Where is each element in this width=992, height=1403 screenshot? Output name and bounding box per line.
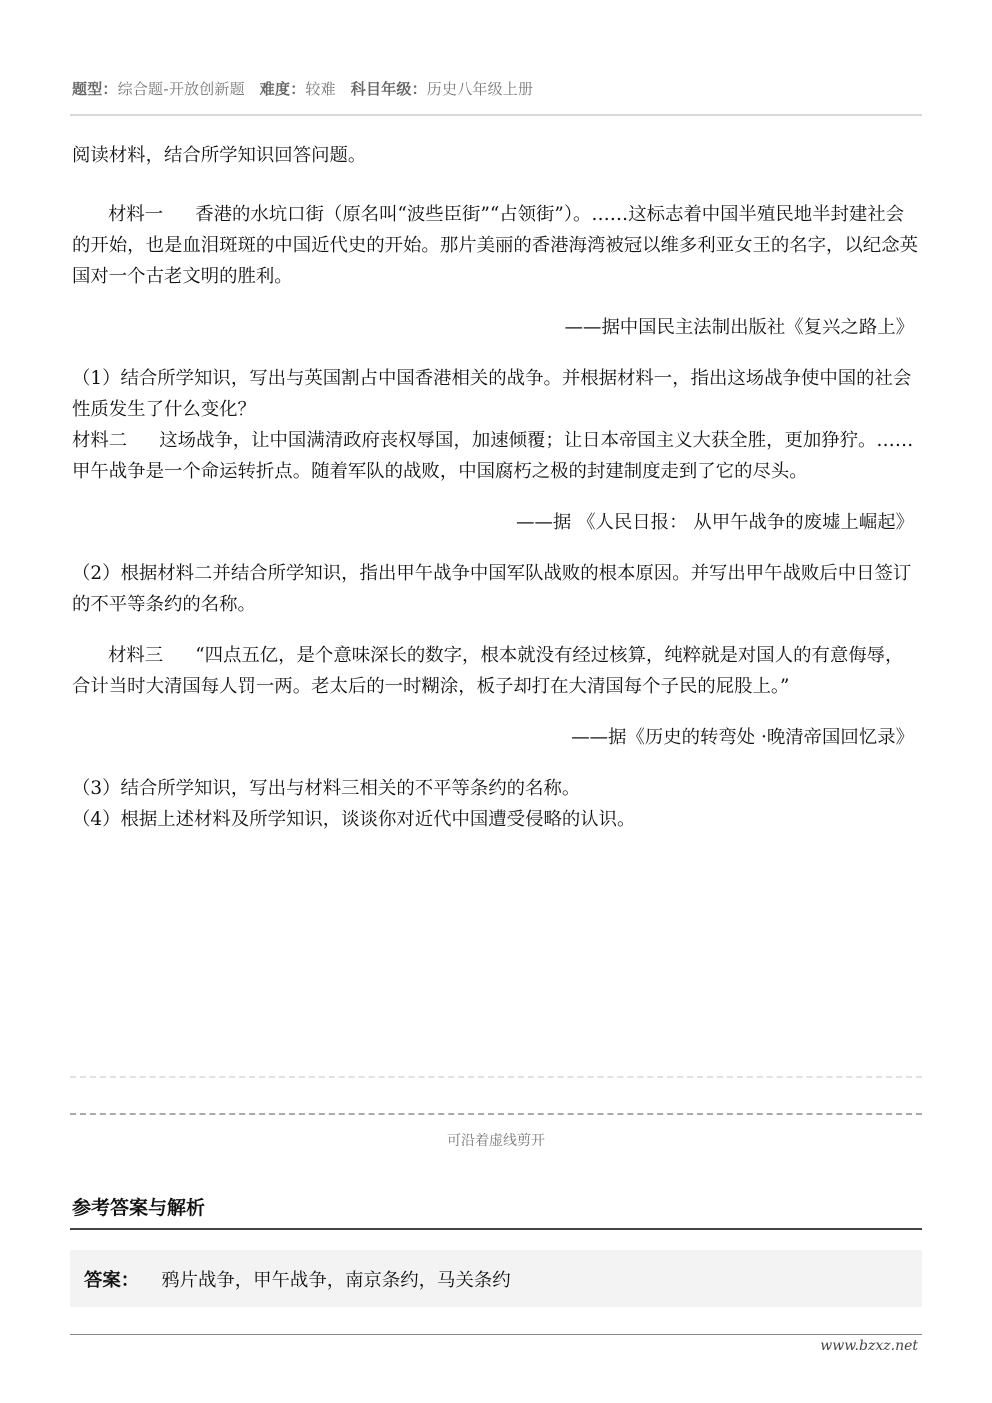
question-meta bbox=[72, 78, 922, 99]
subject-value: 历史八年级上册 bbox=[426, 80, 534, 98]
question-4: （4）根据上述材料及所学知识，谈谈你对近代中国遭受侵略的认识。 bbox=[72, 809, 636, 830]
material-2-source: ——据 《人民日报： 从甲午战争的废墟上崛起》 bbox=[516, 512, 914, 533]
question-1: （1）结合所学知识，写出与英国割占中国香港相关的战争。并根据材料一，指出这场战争使中国的社会性质发生了什么变化？ bbox=[72, 368, 912, 420]
cut-line bbox=[70, 1113, 922, 1115]
subject-label: 科目年级： bbox=[350, 80, 427, 98]
material-3-text: “四点五亿，是个意味深长的数字，根本就没有经过核算，纯粹就是对国人的有意侮辱，合计当时大清国每人罚一两。老太后的一时糊涂，板子却打在大清国每个子民的屁股上。” bbox=[72, 645, 904, 697]
difficulty-value: 较难 bbox=[305, 80, 336, 98]
material-1-text: 香港的水坑口街（原名叫“波些臣街”“占领街”）。……这标志着中国半殖民地半封建社会的开始，也是血泪斑斑的中国近代史的开始。那片美丽的香港海湾被冠以维多利亚女王的名字，以纪念英国对一个古老文明的胜利。 bbox=[72, 204, 918, 287]
material-1 bbox=[72, 199, 920, 292]
material-1-source: ——据中国民主法制出版社《复兴之路上》 bbox=[564, 317, 914, 338]
question-2: （2）根据材料二并结合所学知识，指出甲午战争中国军队战败的根本原因。并写出甲午战败后中日签订的不平等条约的名称。 bbox=[72, 563, 912, 615]
answer-value: 鸦片战争，甲午战争，南京条约，马关条约 bbox=[161, 1269, 511, 1291]
question-intro: 阅读材料，结合所学知识回答问题。 bbox=[72, 145, 367, 166]
footer-url: www.bzxz.net bbox=[820, 1338, 918, 1354]
material-1-label: 材料一 bbox=[108, 204, 164, 225]
material-3 bbox=[72, 640, 920, 702]
material-3-source: ——据《历史的转弯处 ·晚清帝国回忆录》 bbox=[571, 727, 914, 748]
footer-divider bbox=[70, 1334, 922, 1335]
cut-line-light bbox=[70, 1076, 922, 1078]
material-2-text: 这场战争，让中国满清政府丧权辱国，加速倾覆；让日本帝国主义大获全胜，更加狰狞。……甲午战争是一个命运转折点。随着军队的战败，中国腐朽之极的封建制度走到了它的尽头。 bbox=[72, 430, 914, 482]
material-2-label: 材料二 bbox=[72, 430, 128, 451]
question-body bbox=[72, 140, 920, 835]
cut-instruction: 可沿着虚线剪开 bbox=[447, 1133, 545, 1149]
type-label: 题型： bbox=[72, 80, 118, 98]
difficulty-label: 难度： bbox=[259, 80, 306, 98]
meta-divider bbox=[70, 114, 922, 116]
answer-label: 答案： bbox=[84, 1269, 140, 1291]
material-2 bbox=[72, 425, 920, 487]
material-3-label: 材料三 bbox=[108, 645, 164, 666]
question-3: （3）结合所学知识，写出与材料三相关的不平等条约的名称。 bbox=[72, 778, 581, 799]
answer-divider bbox=[70, 1228, 922, 1230]
answer-box bbox=[70, 1250, 922, 1307]
type-value: 综合题-开放创新题 bbox=[117, 80, 245, 98]
answer-section-title: 参考答案与解析 bbox=[72, 1197, 206, 1219]
